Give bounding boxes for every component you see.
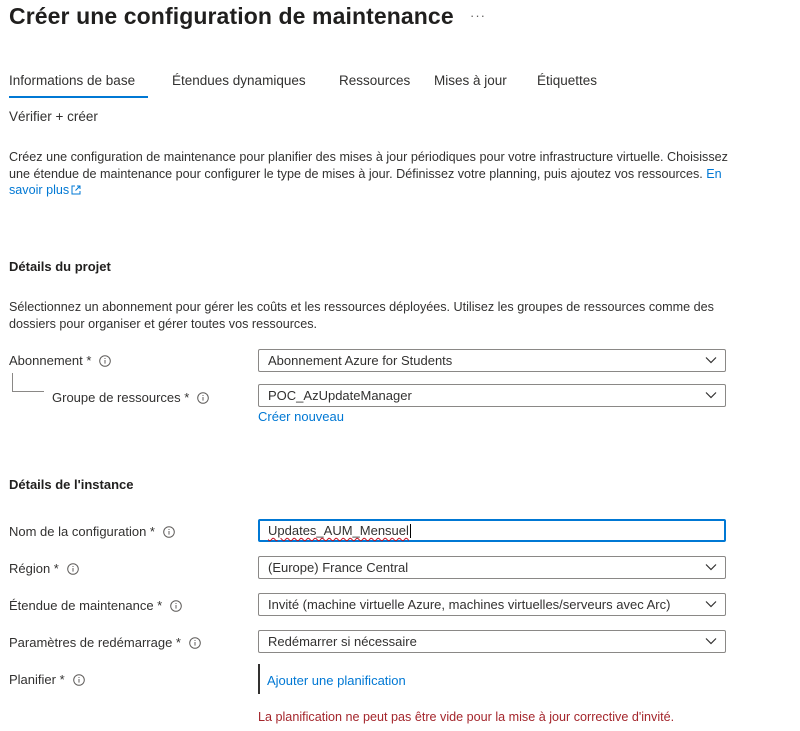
schedule-label-text: Planifier * — [9, 672, 65, 687]
reboot-settings-value: Redémarrer si nécessaire — [268, 634, 417, 649]
subscription-value: Abonnement Azure for Students — [268, 353, 453, 368]
tab-etiquettes[interactable]: Étiquettes — [537, 73, 598, 88]
create-new-link[interactable]: Créer nouveau — [258, 409, 344, 424]
info-icon[interactable] — [99, 355, 111, 367]
tab-selected-indicator — [9, 96, 148, 98]
resource-group-label — [52, 390, 209, 405]
info-icon[interactable] — [163, 526, 175, 538]
page-title: Créer une configuration de maintenance — [9, 3, 454, 29]
schedule-error-indicator — [258, 664, 260, 694]
resource-group-label-text: Groupe de ressources * — [52, 390, 190, 405]
chevron-down-icon — [705, 600, 717, 608]
region-value: (Europe) France Central — [268, 560, 409, 575]
tab-mises-a-jour[interactable]: Mises à jour — [434, 73, 507, 88]
instance-details-heading: Détails de l'instance — [9, 477, 134, 492]
maintenance-scope-dropdown[interactable] — [258, 593, 726, 616]
text-cursor — [410, 524, 411, 538]
region-label-text: Région * — [9, 561, 59, 576]
more-options-button[interactable]: ··· — [470, 8, 486, 23]
chevron-down-icon — [705, 637, 717, 645]
add-schedule-link[interactable]: Ajouter une planification — [267, 673, 406, 688]
schedule-label — [9, 672, 85, 687]
external-link-icon — [71, 185, 81, 195]
tree-connector-vertical — [12, 373, 13, 391]
project-details-heading: Détails du projet — [9, 259, 111, 274]
project-description: Sélectionnez un abonnement pour gérer les coûts et les ressources déployées. Utilisez les groupes de ressources comme des dossiers pour organiser et gérer toutes vos ressources. — [9, 300, 714, 331]
intro-text — [9, 149, 729, 199]
tab-verifier-creer[interactable]: Vérifier + créer — [9, 109, 98, 124]
maintenance-scope-label-text: Étendue de maintenance * — [9, 598, 163, 613]
tree-connector-horizontal — [12, 391, 44, 392]
info-icon[interactable] — [197, 392, 209, 404]
schedule-error-message: La planification ne peut pas être vide pour la mise à jour corrective d'invité. — [258, 710, 675, 724]
maintenance-scope-value: Invité (machine virtuelle Azure, machines virtuelles/serveurs avec Arc) — [268, 597, 671, 612]
tab-ressources[interactable]: Ressources — [339, 73, 411, 88]
chevron-down-icon — [705, 563, 717, 571]
chevron-down-icon — [705, 356, 717, 364]
region-label — [9, 561, 79, 576]
subscription-label-text: Abonnement * — [9, 353, 92, 368]
chevron-down-icon — [705, 391, 717, 399]
info-icon[interactable] — [189, 637, 201, 649]
subscription-label — [9, 353, 111, 368]
intro-paragraph: Créez une configuration de maintenance pour planifier des mises à jour périodiques pour votre infrastructure virtuelle. Choisissez une étendue de maintenance pour configurer le type de mises à jour. Définissez votre planning, puis ajoutez vos ressources. — [9, 150, 728, 181]
tab-etendues-dynamiques[interactable]: Étendues dynamiques — [172, 73, 306, 88]
learn-more-label: En savoir plus — [9, 166, 722, 197]
reboot-settings-label — [9, 635, 201, 650]
reboot-settings-label-text: Paramètres de redémarrage * — [9, 635, 181, 650]
region-dropdown[interactable] — [258, 556, 726, 579]
config-name-input[interactable] — [258, 519, 726, 542]
info-icon[interactable] — [67, 563, 79, 575]
resource-group-value: POC_AzUpdateManager — [268, 388, 412, 403]
info-icon[interactable] — [170, 600, 182, 612]
subscription-dropdown[interactable] — [258, 349, 726, 372]
config-name-label — [9, 524, 175, 539]
reboot-settings-dropdown[interactable] — [258, 630, 726, 653]
config-name-label-text: Nom de la configuration * — [9, 524, 155, 539]
config-name-value: Updates_AUM_Mensuel — [268, 523, 409, 538]
resource-group-dropdown[interactable] — [258, 384, 726, 407]
maintenance-scope-label — [9, 598, 182, 613]
intro-container — [0, 140, 800, 200]
tab-informations-de-base[interactable]: Informations de base — [9, 73, 136, 88]
info-icon[interactable] — [73, 674, 85, 686]
